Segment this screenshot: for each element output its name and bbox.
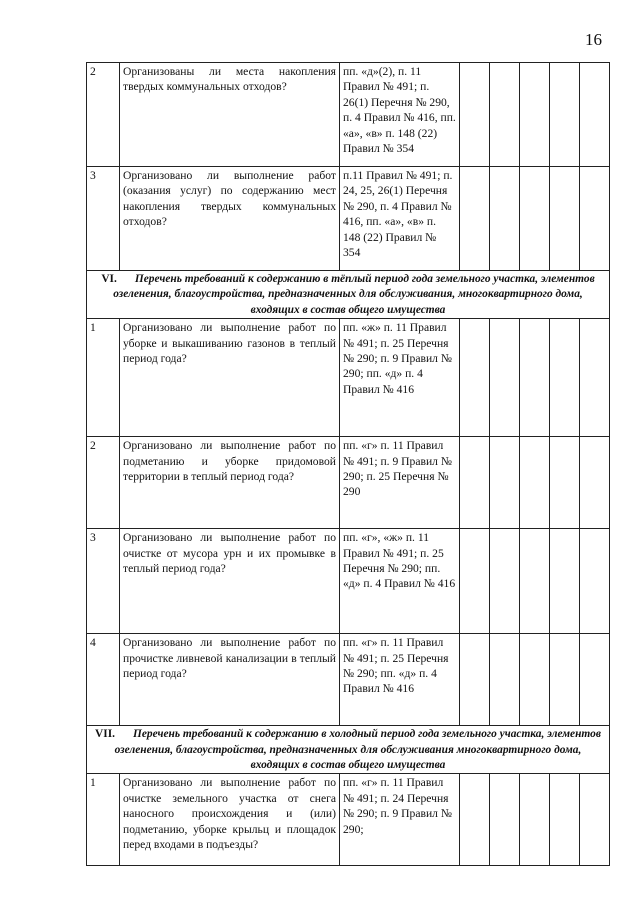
answer-cell[interactable]	[460, 167, 490, 271]
answer-cell[interactable]	[520, 167, 550, 271]
item-number: 1	[87, 319, 120, 437]
table-row	[87, 167, 610, 271]
item-number: 3	[87, 167, 120, 271]
answer-cell[interactable]	[460, 529, 490, 634]
section-number: VII.	[95, 728, 115, 741]
item-question: Организовано ли выполнение работ по очистке земельного участка от снега наносного происхождения и (или) подметанию, уборке крыльц и площадок перед входами в подъезды?	[120, 774, 340, 866]
answer-cell[interactable]	[490, 319, 520, 437]
answer-cell[interactable]	[550, 437, 580, 529]
table-row	[87, 319, 610, 437]
answer-cell[interactable]	[520, 529, 550, 634]
answer-cell[interactable]	[490, 437, 520, 529]
answer-cell[interactable]	[520, 63, 550, 167]
answer-cell[interactable]	[520, 319, 550, 437]
answer-cell[interactable]	[550, 774, 580, 866]
item-question: Организовано ли выполнение работ по уборке и выкашиванию газонов в теплый период года?	[120, 319, 340, 437]
answer-cell[interactable]	[580, 167, 610, 271]
item-reference: пп. «д»(2), п. 11 Правил № 491; п. 26(1) Перечня № 290, п. 4 Правил № 416, пп. «а», «в» п. 148 (22) Правил № 354	[340, 63, 460, 167]
answer-cell[interactable]	[490, 63, 520, 167]
answer-cell[interactable]	[550, 634, 580, 726]
section-header	[87, 271, 610, 319]
item-reference: пп. «г» п. 11 Правил № 491; п. 24 Перечня № 290; п. 9 Правил № 290;	[340, 774, 460, 866]
answer-cell[interactable]	[580, 774, 610, 866]
item-question: Организованы ли места накопления твердых коммунальных отходов?	[120, 63, 340, 167]
item-number: 1	[87, 774, 120, 866]
item-number: 4	[87, 634, 120, 726]
answer-cell[interactable]	[490, 529, 520, 634]
table-row	[87, 634, 610, 726]
item-question: Организовано ли выполнение работ по подметанию и уборке придомовой территории в теплый период года?	[120, 437, 340, 529]
item-reference: пп. «г» п. 11 Правил № 491; п. 9 Правил № 290; п. 25 Перечня № 290	[340, 437, 460, 529]
answer-cell[interactable]	[490, 167, 520, 271]
section-title: Перечень требований к содержанию в холодный период года земельного участка, элементов озеленения, благоустройства, предназначенных для обслуживания многоквартирного дома, входящих в состав общего имущества	[114, 728, 601, 772]
answer-cell[interactable]	[520, 774, 550, 866]
item-reference: пп. «г», «ж» п. 11 Правил № 491; п. 25 Перечня № 290; пп. «д» п. 4 Правил № 416	[340, 529, 460, 634]
item-question: Организовано ли выполнение работ по прочистке ливневой канализации в теплый период года?	[120, 634, 340, 726]
answer-cell[interactable]	[460, 634, 490, 726]
item-number: 3	[87, 529, 120, 634]
item-reference: пп. «г» п. 11 Правил № 491; п. 25 Перечня № 290; пп. «д» п. 4 Правил № 416	[340, 634, 460, 726]
item-question: Организовано ли выполнение работ по очистке от мусора урн и их промывке в теплый период года?	[120, 529, 340, 634]
section-header	[87, 726, 610, 774]
item-reference: п.11 Правил № 491; п. 24, 25, 26(1) Перечня № 290, п. 4 Правил № 416, пп. «а», «в» п. 148 (22) Правил № 354	[340, 167, 460, 271]
section-title: Перечень требований к содержанию в тёплый период года земельного участка, элементов озеленения, благоустройства, предназначенных для обслуживания, многоквартирного дома, входящих в состав общего имущества	[113, 273, 595, 316]
item-number: 2	[87, 437, 120, 529]
answer-cell[interactable]	[550, 63, 580, 167]
checklist-table	[86, 62, 610, 866]
answer-cell[interactable]	[460, 774, 490, 866]
answer-cell[interactable]	[460, 319, 490, 437]
item-question: Организовано ли выполнение работ (оказания услуг) по содержанию мест накопления твердых коммунальных отходов?	[120, 167, 340, 271]
answer-cell[interactable]	[520, 634, 550, 726]
answer-cell[interactable]	[520, 437, 550, 529]
answer-cell[interactable]	[490, 634, 520, 726]
answer-cell[interactable]	[460, 63, 490, 167]
answer-cell[interactable]	[580, 529, 610, 634]
answer-cell[interactable]	[580, 634, 610, 726]
item-number: 2	[87, 63, 120, 167]
answer-cell[interactable]	[490, 774, 520, 866]
answer-cell[interactable]	[580, 437, 610, 529]
section-header-row	[87, 726, 610, 774]
answer-cell[interactable]	[550, 529, 580, 634]
table-row	[87, 63, 610, 167]
answer-cell[interactable]	[550, 319, 580, 437]
section-number: VI.	[101, 273, 117, 285]
section-header-row	[87, 271, 610, 319]
answer-cell[interactable]	[550, 167, 580, 271]
page-number: 16	[585, 30, 602, 49]
item-reference: пп. «ж» п. 11 Правил № 491; п. 25 Перечня № 290; п. 9 Правил № 290; пп. «д» п. 4 Правил № 416	[340, 319, 460, 437]
answer-cell[interactable]	[580, 63, 610, 167]
answer-cell[interactable]	[580, 319, 610, 437]
answer-cell[interactable]	[460, 437, 490, 529]
table-row	[87, 774, 610, 866]
table-row	[87, 529, 610, 634]
table-row	[87, 437, 610, 529]
